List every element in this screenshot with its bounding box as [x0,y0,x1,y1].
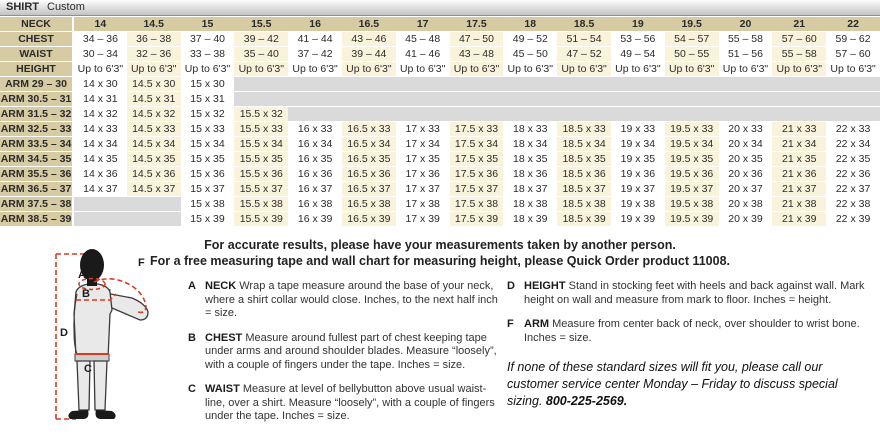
empty-cell [557,77,611,92]
neck-size-header: 17.5 [450,17,504,32]
size-cell: 47 – 52 [557,47,611,62]
note-line-1: For accurate results, please have your measurements taken by another person. [204,238,676,252]
size-cell: 51 – 56 [719,47,773,62]
size-cell: 21 x 36 [772,167,826,182]
size-cell: 16.5 x 34 [342,137,396,152]
empty-cell [127,212,181,227]
row-label: ARM 38.5 – 39 [0,213,72,225]
empty-cell [342,92,396,107]
size-cell: 14.5 x 34 [127,137,181,152]
size-cell: 17.5 x 35 [450,152,504,167]
size-cell: 18.5 x 38 [557,197,611,212]
table-row [0,137,880,152]
table-row [0,107,880,122]
size-cell: 15.5 x 33 [234,122,288,137]
instructions-column-right [507,280,875,410]
size-cell: 59 – 62 [826,32,880,47]
size-cell: 17.5 x 39 [450,212,504,227]
size-cell: 16.5 x 33 [342,122,396,137]
size-cell: 14 x 31 [73,92,127,107]
size-cell: 49 – 52 [503,32,557,47]
size-cell: 15.5 x 39 [234,212,288,227]
figure-label-chest: B [82,288,90,300]
row-label: ARM 34.5 – 35 [0,153,72,165]
size-cell: 17.5 x 38 [450,197,504,212]
table-row [0,122,880,137]
size-cell: 16 x 38 [288,197,342,212]
neck-size-header: 18 [503,17,557,32]
empty-cell [234,77,288,92]
note-line-2: For a free measuring tape and wall chart for measuring height, please Quick Order product 11008. [149,254,731,268]
size-cell: 17 x 34 [396,137,450,152]
size-cell: 19.5 x 39 [665,212,719,227]
size-cell: 16 x 36 [288,167,342,182]
size-cell: 17 x 33 [396,122,450,137]
size-cell: Up to 6'3" [772,62,826,77]
size-cell: Up to 6'3" [450,62,504,77]
size-cell: 14.5 x 36 [127,167,181,182]
size-cell: 50 – 55 [665,47,719,62]
size-cell: 18 x 37 [503,182,557,197]
size-cell: 18.5 x 36 [557,167,611,182]
size-cell: 15.5 x 38 [234,197,288,212]
size-cell: 33 – 38 [181,47,235,62]
empty-cell [557,92,611,107]
size-cell: 15 x 35 [181,152,235,167]
instruction-term: ARM [524,318,553,330]
size-cell: 15 x 34 [181,137,235,152]
instruction-text: CHEST Measure around fullest part of chest keeping tape under arms and around shoulder blades. Measure “loosely”, with a couple of fingers under the tape. Inches = size. [205,331,497,371]
figure-label-waist: C [84,363,92,375]
size-cell: 22 x 34 [826,137,880,152]
size-cell: 43 – 48 [450,47,504,62]
instruction-letter: F [507,318,514,330]
size-cell: 21 x 35 [772,152,826,167]
size-cell: 20 x 33 [719,122,773,137]
neck-size-header: 16 [288,17,342,32]
size-cell: 19.5 x 35 [665,152,719,167]
size-cell: 14 x 30 [73,77,127,92]
size-cell: Up to 6'3" [127,62,181,77]
empty-cell [611,92,665,107]
size-cell: Up to 6'3" [73,62,127,77]
size-cell: 17 x 37 [396,182,450,197]
size-cell: 15 x 37 [181,182,235,197]
size-cell: 22 x 35 [826,152,880,167]
neck-size-header: 14 [73,17,127,32]
size-cell: 21 x 38 [772,197,826,212]
size-cell: 19 x 35 [611,152,665,167]
instruction-letter: C [188,383,196,395]
size-cell: 19 x 39 [611,212,665,227]
row-label: ARM 37.5 – 38 [0,198,72,210]
size-cell: 20 x 36 [719,167,773,182]
size-cell: 19 x 33 [611,122,665,137]
size-cell: 14.5 x 32 [127,107,181,122]
empty-cell [772,77,826,92]
size-cell: 14 x 35 [73,152,127,167]
neck-size-header: 19.5 [665,17,719,32]
size-cell: Up to 6'3" [288,62,342,77]
empty-cell [611,77,665,92]
empty-cell [396,92,450,107]
size-cell: 54 – 57 [665,32,719,47]
empty-cell [127,197,181,212]
empty-cell [826,107,880,122]
size-cell: 22 x 36 [826,167,880,182]
size-cell: 18 x 39 [503,212,557,227]
size-cell: 18 x 38 [503,197,557,212]
size-cell: 17 x 35 [396,152,450,167]
size-cell: Up to 6'3" [234,62,288,77]
neck-size-header: 17 [396,17,450,32]
size-cell: 51 – 54 [557,32,611,47]
size-cell: 17.5 x 37 [450,182,504,197]
size-cell: Up to 6'3" [611,62,665,77]
neck-size-header: 18.5 [557,17,611,32]
table-subtitle: Custom [47,1,85,13]
size-cell: 14.5 x 30 [127,77,181,92]
size-cell: 20 x 37 [719,182,773,197]
size-cell: 15.5 x 34 [234,137,288,152]
size-cell: 14.5 x 31 [127,92,181,107]
instruction-letter: A [188,280,196,292]
size-cell: 16.5 x 35 [342,152,396,167]
empty-cell [396,107,450,122]
size-cell: 15.5 x 35 [234,152,288,167]
size-cell: 36 – 38 [127,32,181,47]
figure-label-height: D [60,327,68,339]
size-cell: 57 – 60 [772,32,826,47]
size-cell: 18 x 33 [503,122,557,137]
measurement-figure-illustration [40,248,190,444]
size-cell: 17 x 36 [396,167,450,182]
instruction-item [188,383,500,424]
empty-cell [288,77,342,92]
size-cell: 19 x 36 [611,167,665,182]
instruction-term: CHEST [205,331,246,344]
table-row [0,152,880,167]
size-cell: 17.5 x 36 [450,167,504,182]
table-row [0,32,880,47]
size-cell: 15.5 x 36 [234,167,288,182]
size-cell: 37 – 40 [181,32,235,47]
size-cell: 14 x 33 [73,122,127,137]
size-cell: 21 x 33 [772,122,826,137]
size-cell: 19.5 x 38 [665,197,719,212]
size-cell: 41 – 46 [396,47,450,62]
empty-cell [503,77,557,92]
size-cell: 21 x 37 [772,182,826,197]
size-cell: 14.5 x 33 [127,122,181,137]
size-cell: Up to 6'3" [503,62,557,77]
size-cell: 16.5 x 36 [342,167,396,182]
row-label: ARM 29 – 30 [0,77,73,92]
size-cell: 18 x 35 [503,152,557,167]
table-title: SHIRT [6,1,39,13]
instruction-item [507,318,875,345]
empty-cell [772,92,826,107]
empty-cell [665,92,719,107]
instruction-text: ARM Measure from center back of neck, over shoulder to wrist bone. Inches = size. [524,318,860,344]
size-cell: 15 x 39 [181,212,235,227]
size-table [0,17,880,227]
size-cell: Up to 6'3" [826,62,880,77]
size-cell: 49 – 54 [611,47,665,62]
size-cell: 15 x 32 [181,107,235,122]
empty-cell [288,92,342,107]
size-cell: 53 – 56 [611,32,665,47]
size-cell: 18.5 x 34 [557,137,611,152]
size-cell: 18.5 x 35 [557,152,611,167]
size-cell: 15 x 33 [181,122,235,137]
size-cell: 17 x 38 [396,197,450,212]
table-title-bar [0,0,880,16]
size-cell: 20 x 34 [719,137,773,152]
size-cell: 18 x 34 [503,137,557,152]
empty-cell [611,107,665,122]
row-label: ARM 32.5 – 33 [0,123,72,135]
empty-cell [342,77,396,92]
size-cell: 18.5 x 39 [557,212,611,227]
neck-size-header: 20 [719,17,773,32]
size-cell: 19.5 x 37 [665,182,719,197]
empty-cell [719,107,773,122]
size-cell: 55 – 58 [719,32,773,47]
size-cell: 20 x 35 [719,152,773,167]
size-cell: 19.5 x 34 [665,137,719,152]
row-label: ARM 35.5 – 36 [0,168,72,180]
empty-cell [719,77,773,92]
size-cell: 14 x 32 [73,107,127,122]
figure-label-neck: A [78,269,86,281]
size-cell: Up to 6'3" [665,62,719,77]
row-label: WAIST [0,47,73,62]
size-cell: Up to 6'3" [557,62,611,77]
special-sizing-note: If none of these standard sizes will fit you, please call our customer service center Monday – Friday to discuss special sizing. 800-225-2569. [507,360,838,408]
size-cell: 22 x 33 [826,122,880,137]
size-cell: Up to 6'3" [181,62,235,77]
size-cell: 14 x 36 [73,167,127,182]
neck-size-header: 15 [181,17,235,32]
empty-cell [73,212,127,227]
table-row [0,182,880,197]
size-cell: 14.5 x 35 [127,152,181,167]
instruction-item [188,332,500,373]
instruction-text: HEIGHT Stand in stocking feet with heels and back against wall. Mark height on wall and measure from mark to floor. Inches = height. [524,280,865,306]
instruction-term: HEIGHT [524,280,569,292]
instructions-column-left [188,280,500,435]
empty-cell [234,92,288,107]
instruction-item [188,280,500,321]
size-cell: 22 x 38 [826,197,880,212]
table-row [0,197,880,212]
figure-label-arm: F [138,257,145,269]
size-cell: 22 x 37 [826,182,880,197]
size-cell: 41 – 44 [288,32,342,47]
table-row [0,47,880,62]
empty-cell [665,77,719,92]
size-cell: 18 x 36 [503,167,557,182]
empty-cell [503,92,557,107]
row-label: ARM 30.5 – 31 [0,93,72,105]
empty-cell [826,92,880,107]
size-cell: 18.5 x 37 [557,182,611,197]
size-cell: 16 x 33 [288,122,342,137]
size-cell: 55 – 58 [772,47,826,62]
size-cell: 32 – 36 [127,47,181,62]
empty-cell [719,92,773,107]
instruction-letter: B [188,331,196,344]
size-cell: 39 – 42 [234,32,288,47]
row-label: ARM 33.5 – 34 [0,138,72,150]
table-row [0,77,880,92]
empty-cell [665,107,719,122]
empty-cell [396,77,450,92]
size-cell: 21 x 34 [772,137,826,152]
size-cell: 16.5 x 39 [342,212,396,227]
size-cell: 15 x 30 [181,77,235,92]
size-cell: 14.5 x 37 [127,182,181,197]
row-label: CHEST [0,32,73,47]
empty-cell [288,107,342,122]
size-cell: 35 – 40 [234,47,288,62]
size-cell: 34 – 36 [73,32,127,47]
instruction-text: NECK Wrap a tape measure around the base of your neck, where a shirt collar would close. Inches, to the next half inch = size. [205,280,498,319]
size-cell: 20 x 39 [719,212,773,227]
size-cell: 16.5 x 37 [342,182,396,197]
instruction-text: WAIST Measure at level of bellybutton above usual waist-line, over a shirt. Measure “loosely”, with a couple of fingers under the tape. Inches = size. [205,383,495,422]
size-cell: 17 x 39 [396,212,450,227]
table-row [0,167,880,182]
size-cell: 17.5 x 33 [450,122,504,137]
size-cell: 14 x 34 [73,137,127,152]
size-cell: 16 x 34 [288,137,342,152]
size-cell: 45 – 48 [396,32,450,47]
size-cell: 16.5 x 38 [342,197,396,212]
table-header-row [0,17,880,32]
instruction-letter: D [507,280,515,292]
size-cell: 15.5 x 32 [234,107,288,122]
empty-cell [450,107,504,122]
size-cell: 19 x 38 [611,197,665,212]
row-label: HEIGHT [0,62,73,77]
size-cell: 18.5 x 33 [557,122,611,137]
size-cell: 16 x 39 [288,212,342,227]
size-cell: 37 – 42 [288,47,342,62]
size-cell: 16 x 35 [288,152,342,167]
table-row [0,92,880,107]
neck-size-header: 22 [826,17,880,32]
empty-cell [557,107,611,122]
table-row [0,212,880,227]
size-cell: 22 x 39 [826,212,880,227]
table-row [0,62,880,77]
neck-row-label: NECK [0,17,73,32]
size-cell: 19 x 37 [611,182,665,197]
size-cell: Up to 6'3" [342,62,396,77]
empty-cell [772,107,826,122]
empty-cell [450,92,504,107]
empty-cell [450,77,504,92]
size-cell: 47 – 50 [450,32,504,47]
neck-size-header: 15.5 [234,17,288,32]
neck-size-header: 16.5 [342,17,396,32]
empty-cell [503,107,557,122]
size-cell: 16 x 37 [288,182,342,197]
size-cell: 39 – 44 [342,47,396,62]
neck-size-header: 21 [772,17,826,32]
size-cell: 17.5 x 34 [450,137,504,152]
size-cell: 19.5 x 33 [665,122,719,137]
size-cell: 19.5 x 36 [665,167,719,182]
size-cell: 15 x 31 [181,92,235,107]
size-cell: 15.5 x 37 [234,182,288,197]
size-cell: 15 x 36 [181,167,235,182]
instruction-item [507,280,875,307]
empty-cell [73,197,127,212]
size-cell: Up to 6'3" [396,62,450,77]
size-cell: 14 x 37 [73,182,127,197]
size-cell: 19 x 34 [611,137,665,152]
neck-size-header: 14.5 [127,17,181,32]
customer-service-phone: 800-225-2569. [545,394,628,408]
empty-cell [826,77,880,92]
size-cell: 30 – 34 [73,47,127,62]
size-cell: 20 x 38 [719,197,773,212]
size-cell: 15 x 38 [181,197,235,212]
size-cell: 43 – 46 [342,32,396,47]
instruction-term: WAIST [205,383,243,395]
size-cell: 21 x 39 [772,212,826,227]
instruction-term: NECK [205,280,240,292]
row-label: ARM 36.5 – 37 [0,183,72,195]
size-cell: 45 – 50 [503,47,557,62]
size-cell: Up to 6'3" [719,62,773,77]
row-label: ARM 31.5 – 32 [0,108,72,120]
empty-cell [342,107,396,122]
neck-size-header: 19 [611,17,665,32]
size-cell: 57 – 60 [826,47,880,62]
